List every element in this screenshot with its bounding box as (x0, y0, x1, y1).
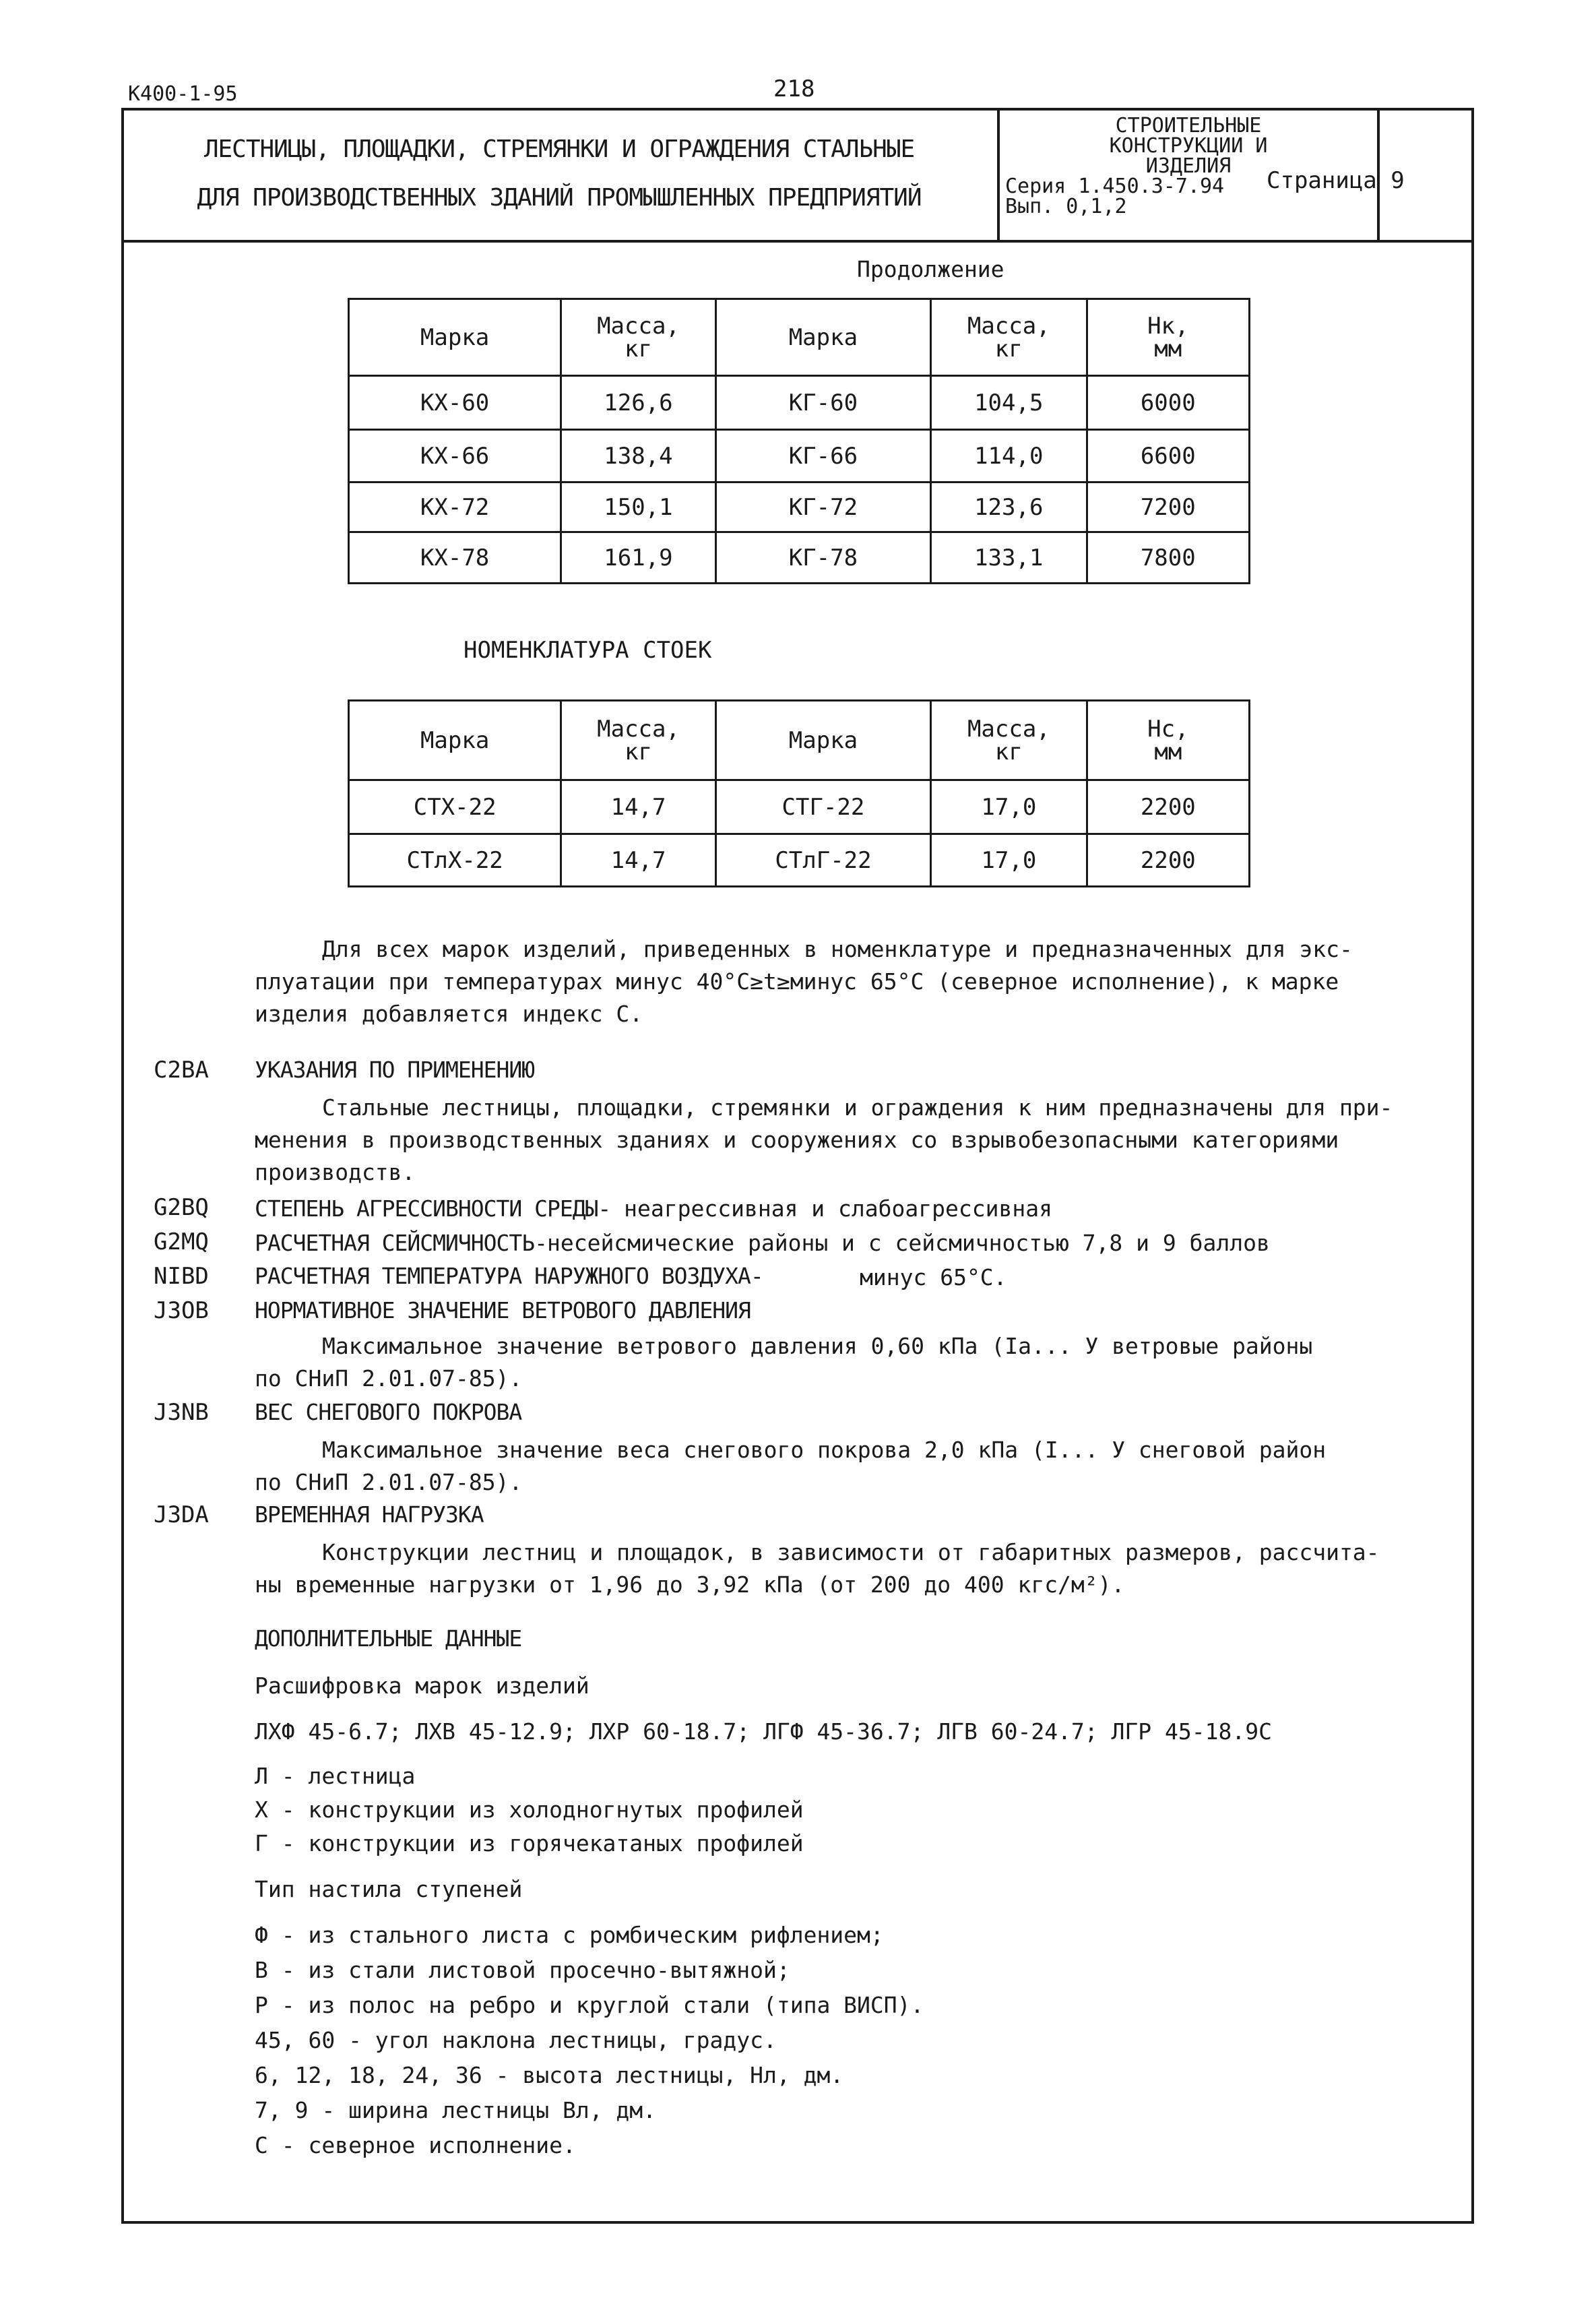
table-cell: 133,1 (930, 532, 1087, 584)
series-line-3: ИЗДЕЛИЯ (1145, 154, 1232, 178)
table-cell: 14,7 (561, 780, 716, 834)
table-cell: КХ-66 (349, 430, 561, 482)
table-cell: КГ-78 (715, 532, 930, 584)
sheet-label: Страница 9 (1267, 167, 1405, 194)
table-cell: 114,0 (930, 430, 1087, 482)
legend-item: Р - из полос на ребро и круглой стали (типа ВИСП). (255, 1992, 924, 2018)
page-number: 218 (773, 75, 815, 102)
table-row (349, 834, 1250, 887)
section-text: менения в производственных зданиях и сооружениях со взрывобезопасными категориями (255, 1127, 1339, 1153)
section-line (255, 1227, 1270, 1259)
table-row (349, 482, 1250, 532)
document-code: К400-1-95 (128, 82, 238, 106)
table-cell: 6000 (1087, 376, 1249, 430)
section-text: несейсмические районы и с сейсмичностью 7,8 и 9 баллов (546, 1230, 1270, 1256)
section-text: Стальные лестницы, площадки, стремянки и ограждения к ним предназначены для при- (322, 1094, 1393, 1121)
section-code: J3NB (154, 1399, 209, 1426)
header-cell: Марка (715, 299, 930, 376)
section-text: Максимальное значение ветрового давления 0,60 кПа (Iа... У ветровые районы (322, 1333, 1313, 1359)
table-cell: СТлГ-22 (715, 834, 930, 887)
header-cell: Масса, кг (561, 701, 716, 780)
section-heading: РАСЧЕТНАЯ СЕЙСМИЧНОСТЬ- (255, 1230, 547, 1256)
additional-title: ДОПОЛНИТЕЛЬНЫЕ ДАННЫЕ (255, 1625, 522, 1652)
section-heading: НОРМАТИВНОЕ ЗНАЧЕНИЕ ВЕТРОВОГО ДАВЛЕНИЯ (255, 1297, 751, 1323)
section-code: NIBD (154, 1263, 209, 1290)
table-cell: СТГ-22 (715, 780, 930, 834)
table-cell: 14,7 (561, 834, 716, 887)
header-cell: Масса, кг (930, 299, 1087, 376)
table-cell: КГ-60 (715, 376, 930, 430)
section-text: по СНиП 2.01.07-85). (255, 1469, 523, 1495)
table-cell: 161,9 (561, 532, 716, 584)
mark-examples: ЛХФ 45-6.7; ЛХВ 45-12.9; ЛХР 60-18.7; ЛГФ 45-36.7; ЛГВ 60-24.7; ЛГР 45-18.9С (255, 1718, 1272, 1745)
legend-item: Ф - из стального листа с ромбическим рифлением; (255, 1922, 884, 1948)
table-cell: СТХ-22 (349, 780, 561, 834)
series-number: Серия 1.450.3-7.94 (1005, 175, 1225, 198)
legend-item: С - северное исполнение. (255, 2132, 576, 2158)
section-heading: СТЕПЕНЬ АГРЕССИВНОСТИ СРЕДЫ- (255, 1195, 611, 1222)
table-cell: 7200 (1087, 482, 1249, 532)
legend-item: 45, 60 - угол наклона лестницы, градус. (255, 2027, 777, 2053)
section-text: ны временные нагрузки от 1,96 до 3,92 кПа (от 200 до 400 кгс/м²). (255, 1571, 1125, 1598)
section-heading: РАСЧЕТНАЯ ТЕМПЕРАТУРА НАРУЖНОГО ВОЗДУХА- (255, 1263, 763, 1289)
section-heading: УКАЗАНИЯ ПО ПРИМЕНЕНИЮ (255, 1057, 535, 1083)
table-cell: 7800 (1087, 532, 1249, 584)
section-text: Максимальное значение веса снегового покрова 2,0 кПа (I... У снеговой район (322, 1437, 1327, 1463)
section-text: Конструкции лестниц и площадок, в зависимости от габаритных размеров, рассчита- (322, 1539, 1380, 1565)
header-cell: Марка (349, 701, 561, 780)
section-text: производств. (255, 1159, 416, 1185)
series-line-1: СТРОИТЕЛЬНЫЕ (1115, 114, 1262, 137)
intro-line-1: Для всех марок изделий, приведенных в номенклатуре и предназначенных для экс- (322, 936, 1353, 962)
title-line-1: ЛЕСТНИЦЫ, ПЛОЩАДКИ, СТРЕМЯНКИ И ОГРАЖДЕНИЯ СТАЛЬНЫЕ (203, 135, 915, 163)
table-cell: 6600 (1087, 430, 1249, 482)
series-issue: Вып. 0,1,2 (1005, 195, 1127, 218)
nomenclature-title: НОМЕНКЛАТУРА СТОЕК (464, 637, 712, 664)
table-cell: 17,0 (931, 834, 1087, 887)
legend-item: Г - конструкции из горячекатаных профилей (255, 1830, 804, 1856)
header-cell: Нс, мм (1087, 701, 1249, 780)
table-cell: 138,4 (561, 430, 716, 482)
section-text: неагрессивная и слабоагрессивная (610, 1195, 1052, 1222)
header-cell: Марка (715, 701, 930, 780)
section-code: J3OB (154, 1297, 209, 1324)
section-code: G2BQ (154, 1194, 209, 1221)
continuation-label: Продолжение (857, 256, 1004, 282)
table-cell: 150,1 (561, 482, 716, 532)
section-code: J3DA (154, 1501, 209, 1528)
ladder-mass-table (348, 298, 1250, 584)
table-row (349, 780, 1250, 834)
legend-item: 6, 12, 18, 24, 36 - высота лестницы, Нл, дм. (255, 2062, 844, 2088)
header-cell: Нк, мм (1087, 299, 1249, 376)
legend-item: Л - лестница (255, 1763, 416, 1789)
section-code: C2BA (154, 1057, 209, 1084)
section-heading: ВРЕМЕННАЯ НАГРУЗКА (255, 1501, 484, 1528)
table-cell: КХ-72 (349, 482, 561, 532)
table-cell: КХ-60 (349, 376, 561, 430)
table-cell: 2200 (1087, 780, 1249, 834)
title-line-2: ДЛЯ ПРОИЗВОДСТВЕННЫХ ЗДАНИЙ ПРОМЫШЛЕННЫХ ПРЕДПРИЯТИЙ (197, 184, 922, 212)
series-line-2: КОНСТРУКЦИИ И (1109, 134, 1268, 158)
table-cell: 2200 (1087, 834, 1249, 887)
table-row (349, 532, 1250, 584)
section-text: минус 65°С. (860, 1264, 1007, 1290)
post-mass-table (348, 699, 1250, 887)
legend-item: 7, 9 - ширина лестницы Вл, дм. (255, 2097, 657, 2123)
header-cell: Масса, кг (931, 701, 1087, 780)
table-row (349, 376, 1250, 430)
deck-title: Тип настила ступеней (255, 1876, 523, 1902)
table-cell: КХ-78 (349, 532, 561, 584)
table-cell: 17,0 (931, 780, 1087, 834)
intro-line-2: плуатации при температурах минус 40°С≥t≥минус 65°С (северное исполнение), к марке (255, 968, 1339, 995)
header-cell: Марка (349, 299, 561, 376)
table-cell: КГ-72 (715, 482, 930, 532)
section-heading: ВЕС СНЕГОВОГО ПОКРОВА (255, 1399, 522, 1425)
table-cell: 123,6 (930, 482, 1087, 532)
table-cell: 104,5 (930, 376, 1087, 430)
decode-title: Расшифровка марок изделий (255, 1673, 589, 1699)
table-cell: СТлХ-22 (349, 834, 561, 887)
legend-item: В - из стали листовой просечно-вытяжной; (255, 1957, 790, 1983)
table-row (349, 430, 1250, 482)
header-cell: Масса, кг (561, 299, 716, 376)
section-code: G2MQ (154, 1228, 209, 1255)
document-title (121, 108, 997, 240)
table-cell: КГ-66 (715, 430, 930, 482)
legend-item: Х - конструкции из холодногнутых профилей (255, 1797, 804, 1823)
section-text: по СНиП 2.01.07-85). (255, 1365, 523, 1392)
section-line (255, 1193, 1052, 1225)
table-cell: 126,6 (561, 376, 716, 430)
intro-line-3: изделия добавляется индекс С. (255, 1001, 643, 1027)
